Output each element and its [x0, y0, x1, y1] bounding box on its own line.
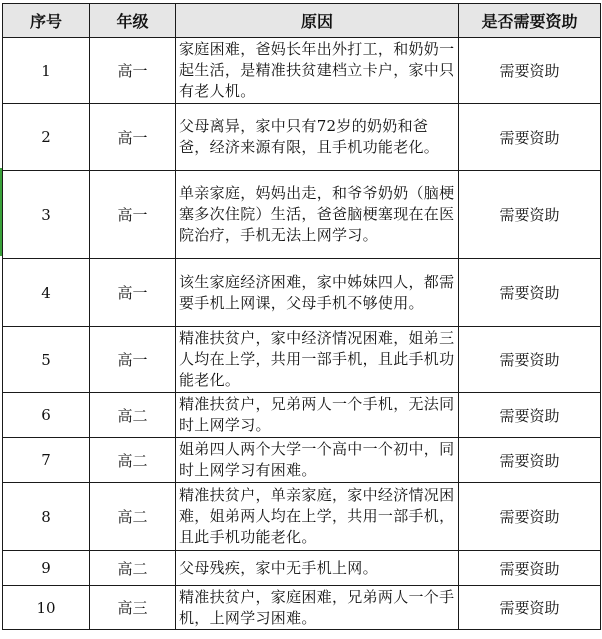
- cell-num[interactable]: 4: [3, 259, 90, 327]
- cell-num[interactable]: 5: [3, 327, 90, 393]
- cell-reason[interactable]: 精准扶贫户，家中经济情况困难，姐弟三人均在上学，共用一部手机，且此手机功能老化。: [176, 327, 459, 393]
- cell-need[interactable]: 需要资助: [459, 104, 601, 171]
- cell-grade[interactable]: 高二: [90, 483, 176, 551]
- table-row: [3, 551, 601, 586]
- cell-need[interactable]: 需要资助: [459, 483, 601, 551]
- cell-num[interactable]: 6: [3, 393, 90, 438]
- aid-table: [2, 3, 601, 630]
- cell-num[interactable]: 2: [3, 104, 90, 171]
- cell-grade[interactable]: 高一: [90, 38, 176, 104]
- cell-grade[interactable]: 高一: [90, 259, 176, 327]
- cell-grade[interactable]: 高一: [90, 171, 176, 259]
- table-row: [3, 171, 601, 259]
- cell-need[interactable]: 需要资助: [459, 551, 601, 586]
- table-row: [3, 586, 601, 630]
- header-grade[interactable]: 年级: [90, 4, 176, 38]
- cell-grade[interactable]: 高一: [90, 104, 176, 171]
- cell-reason[interactable]: 精准扶贫户，家庭困难，兄弟两人一个手机，上网学习困难。: [176, 586, 459, 630]
- header-reason[interactable]: 原因: [176, 4, 459, 38]
- table-row: [3, 327, 601, 393]
- cell-need[interactable]: 需要资助: [459, 259, 601, 327]
- cell-need[interactable]: 需要资助: [459, 38, 601, 104]
- cell-reason[interactable]: 姐弟四人两个大学一个高中一个初中，同时上网学习有困难。: [176, 438, 459, 483]
- cell-grade[interactable]: 高二: [90, 551, 176, 586]
- cell-reason[interactable]: 精准扶贫户，兄弟两人一个手机，无法同时上网学习。: [176, 393, 459, 438]
- cell-reason[interactable]: 家庭困难，爸妈长年出外打工，和奶奶一起生活，是精准扶贫建档立卡户，家中只有老人机。: [176, 38, 459, 104]
- table-row: [3, 259, 601, 327]
- cell-need[interactable]: 需要资助: [459, 327, 601, 393]
- table-row: [3, 104, 601, 171]
- cell-reason[interactable]: 该生家庭经济困难，家中姊妹四人，都需要手机上网课，父母手机不够使用。: [176, 259, 459, 327]
- cell-reason[interactable]: 父母离异，家中只有72岁的奶奶和爸爸，经济来源有限，且手机功能老化。: [176, 104, 459, 171]
- table-row: [3, 483, 601, 551]
- cell-num[interactable]: 7: [3, 438, 90, 483]
- table-header-row: [3, 4, 601, 38]
- cell-need[interactable]: 需要资助: [459, 171, 601, 259]
- cell-num[interactable]: 9: [3, 551, 90, 586]
- cell-grade[interactable]: 高二: [90, 393, 176, 438]
- cell-grade[interactable]: 高一: [90, 327, 176, 393]
- cell-need[interactable]: 需要资助: [459, 586, 601, 630]
- cell-need[interactable]: 需要资助: [459, 393, 601, 438]
- cell-num[interactable]: 8: [3, 483, 90, 551]
- cell-reason[interactable]: 父母残疾，家中无手机上网。: [176, 551, 459, 586]
- table-row: [3, 438, 601, 483]
- header-num[interactable]: 序号: [3, 4, 90, 38]
- table-row: [3, 393, 601, 438]
- header-need[interactable]: 是否需要资助: [459, 4, 601, 38]
- cell-num[interactable]: 1: [3, 38, 90, 104]
- cell-grade[interactable]: 高三: [90, 586, 176, 630]
- cell-need[interactable]: 需要资助: [459, 438, 601, 483]
- cell-reason[interactable]: 精准扶贫户，单亲家庭，家中经济情况困难，姐弟两人均在上学，共用一部手机，且此手机功能老化。: [176, 483, 459, 551]
- cell-num[interactable]: 10: [3, 586, 90, 630]
- cell-grade[interactable]: 高二: [90, 438, 176, 483]
- table-row: [3, 38, 601, 104]
- cell-reason[interactable]: 单亲家庭，妈妈出走，和爷爷奶奶（脑梗塞多次住院）生活，爸爸脑梗塞现在在医院治疗，手机无法上网学习。: [176, 171, 459, 259]
- cell-num[interactable]: 3: [3, 171, 90, 259]
